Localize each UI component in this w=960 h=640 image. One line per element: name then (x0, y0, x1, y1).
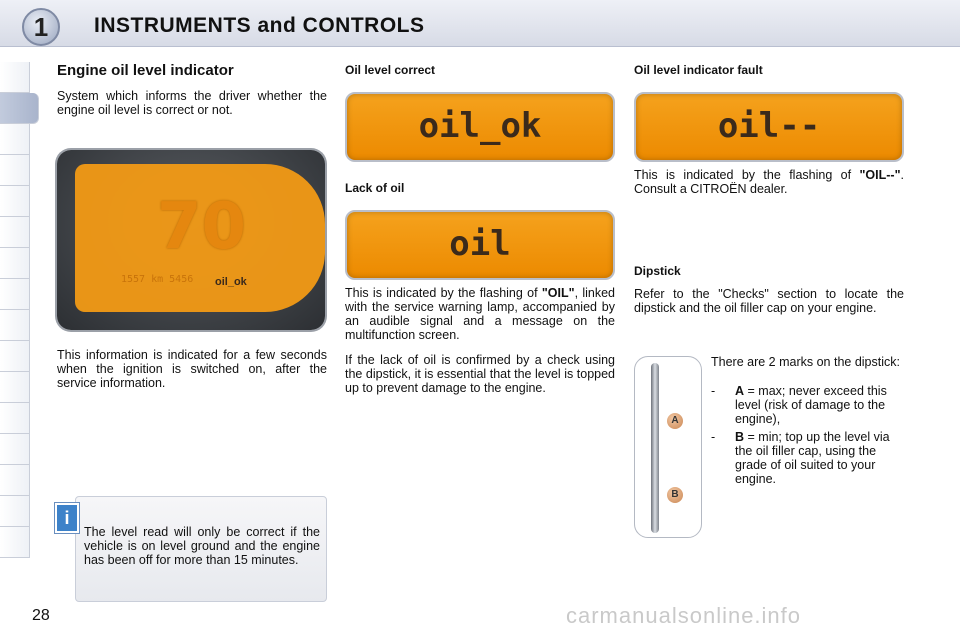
info-note-text: The level read will only be correct if the vehicle is on level ground and the engine has been off for more than 15 minutes. (84, 525, 320, 567)
chapter-tab[interactable] (0, 341, 30, 372)
chapter-tab[interactable] (0, 217, 30, 248)
lack-of-oil-text-2: If the lack of oil is confirmed by a check using the dipstick, it is essential that the level is topped up to prevent damage to the engine. (345, 353, 615, 395)
oil-text: oil (449, 224, 511, 264)
list-bullet: - (711, 384, 716, 398)
dipstick-image (634, 356, 702, 538)
chapter-tab-active[interactable] (0, 93, 39, 124)
section-heading: Engine oil level indicator (57, 62, 234, 79)
dipstick-text: Refer to the "Checks" section to locate the dipstick and the oil filler cap on your engine. (634, 287, 904, 315)
mark-a-letter: A (735, 384, 745, 398)
list-bullet: - (711, 430, 716, 444)
chapter-tab[interactable] (0, 248, 30, 279)
chapter-tab[interactable] (0, 186, 30, 217)
chapter-tab[interactable] (0, 465, 30, 496)
chapter-tab[interactable] (0, 155, 30, 186)
oil-ok-text: oil_ok (418, 106, 542, 146)
fault-text-part: This is indicated by the flashing of (634, 168, 852, 182)
instrument-panel-image (57, 150, 325, 330)
chapter-tab[interactable] (0, 124, 30, 155)
chapter-tab[interactable] (0, 403, 30, 434)
chapter-tab[interactable] (0, 434, 30, 465)
watermark: carmanualsonline.info (566, 603, 802, 628)
chapter-tab[interactable] (0, 62, 30, 93)
intro-text: System which informs the driver whether the engine oil level is correct or not. (57, 89, 327, 117)
chapter-tab-rail (0, 62, 30, 572)
mark-b-text: = min; top up the level via the oil filler cap, using the grade of oil suited to your engine. (735, 430, 890, 486)
chapter-number-badge: 1 (22, 8, 60, 46)
fault-text-part: . Consult a CITROËN dealer. (634, 168, 904, 196)
chapter-tab[interactable] (0, 527, 30, 558)
mark-a-label: A (667, 413, 683, 429)
mark-b-letter: B (735, 430, 745, 444)
dipstick-rod (651, 363, 659, 533)
chapter-tab[interactable] (0, 279, 30, 310)
lack-text-bold: "OIL" (541, 286, 575, 300)
fault-text (634, 168, 904, 196)
page-header (0, 0, 960, 47)
odometer-readout: 1557 km 5456 (121, 274, 194, 285)
oil-status-readout: oil_ok (215, 276, 247, 288)
chapter-tab[interactable] (0, 496, 30, 527)
chapter-title: INSTRUMENTS and CONTROLS (94, 14, 425, 37)
info-text: This information is indicated for a few seconds when the ignition is switched on, after the service information. (57, 348, 327, 390)
lack-text-part: , linked with the service warning lamp, accompanied by an audible signal and a message on the multifunction screen. (345, 286, 615, 342)
page-number: 28 (32, 607, 50, 624)
chapter-tab[interactable] (0, 372, 30, 403)
lack-of-oil-text (345, 286, 615, 342)
fault-heading: Oil level indicator fault (634, 63, 763, 77)
info-note-box (75, 496, 327, 602)
oil-correct-heading: Oil level correct (345, 63, 436, 77)
marks-intro: There are 2 marks on the dipstick: (711, 355, 900, 369)
oil-ok-display (345, 92, 615, 162)
dipstick-heading: Dipstick (634, 264, 681, 278)
fault-text-bold: "OIL--" (859, 168, 901, 182)
mark-b-label: B (667, 487, 683, 503)
oil-fault-text: oil-- (717, 106, 821, 146)
lack-text-part: This is indicated by the flashing of (345, 286, 538, 300)
list-item (711, 384, 903, 426)
list-item (711, 430, 903, 486)
info-icon: i (55, 503, 79, 533)
oil-fault-display (634, 92, 904, 162)
chapter-tab[interactable] (0, 310, 30, 341)
oil-display (345, 210, 615, 280)
lack-of-oil-heading: Lack of oil (345, 181, 405, 195)
mark-a-text: = max; never exceed this level (risk of damage to the engine), (735, 384, 887, 426)
marks-list (711, 384, 903, 486)
speed-readout: 70 (157, 190, 247, 264)
